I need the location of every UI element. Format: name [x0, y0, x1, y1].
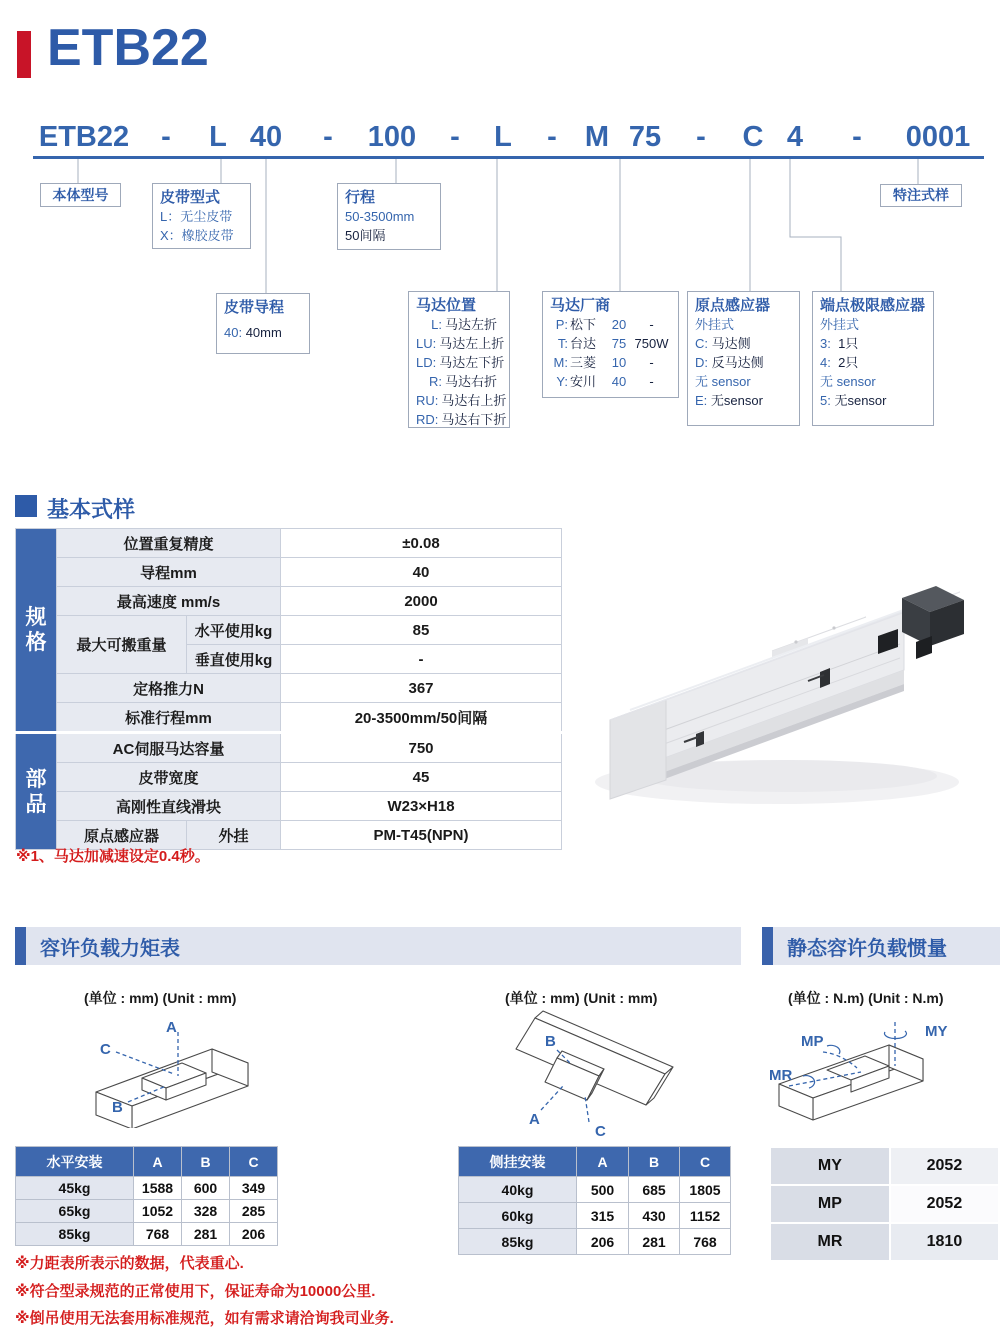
- callout-line: C: 马达侧: [695, 336, 751, 351]
- callout-line: X：橡胶皮带: [160, 228, 234, 243]
- section-square-icon: [15, 495, 37, 517]
- model-code-segment: 40: [249, 121, 283, 153]
- table-header-row: [16, 1147, 278, 1177]
- spec-value: 2000: [281, 587, 562, 616]
- callout-line: 40: 40mm: [224, 325, 282, 340]
- spec-label: AC伺服马达容量: [57, 733, 281, 763]
- product-render-image: [572, 548, 1000, 838]
- spec-sublabel: 水平使用kg: [187, 616, 281, 645]
- row-label: MY: [770, 1147, 890, 1185]
- spec-value: ±0.08: [281, 529, 562, 558]
- callout-line: 50间隔: [345, 228, 386, 243]
- callout-line: 外挂式: [695, 317, 735, 332]
- side-mount-table: [458, 1146, 731, 1255]
- spec-label: 皮带宽度: [57, 763, 281, 792]
- cell: 768: [680, 1229, 731, 1255]
- header-cell: A: [577, 1147, 629, 1177]
- footnote: ※力距表所表示的数据，代表重心.: [15, 1255, 244, 1272]
- table-row: [770, 1147, 999, 1185]
- spec-group-cell: 规格: [16, 529, 57, 733]
- diagram-label-b: B: [112, 1099, 123, 1116]
- inertia-section-title: 静态容许负载惯量: [787, 937, 947, 960]
- callout-line: RD: 马达右下折: [416, 412, 507, 427]
- spec-value: 750: [281, 733, 562, 763]
- inertia-section-banner: [762, 927, 1000, 965]
- cell: 206: [577, 1229, 629, 1255]
- callout-stroke: [337, 183, 441, 250]
- row-label: MR: [770, 1223, 890, 1261]
- callout-title: 原点感应器: [695, 297, 771, 314]
- table-row: [770, 1223, 999, 1261]
- callout-line: D: 反马达侧: [695, 355, 764, 370]
- row-label: 85kg: [16, 1223, 134, 1246]
- spec-label: 高刚性直线滑块: [57, 792, 281, 821]
- spec-label: 定格推力N: [57, 674, 281, 703]
- diagram-label-c: C: [595, 1123, 606, 1140]
- table-row: [16, 763, 562, 792]
- header-cell: B: [629, 1147, 680, 1177]
- spec-value: W23×H18: [281, 792, 562, 821]
- spec-sublabel: 垂直使用kg: [187, 645, 281, 674]
- spec-value: 40: [281, 558, 562, 587]
- model-code-dash: -: [161, 121, 171, 153]
- spec-value: PM-T45(NPN): [281, 821, 562, 850]
- spec-value: 20-3500mm/50间隔: [281, 703, 562, 733]
- callout-title: 马达位置: [416, 297, 477, 314]
- table-row: [459, 1177, 731, 1203]
- model-code-segment: 100: [367, 121, 417, 153]
- header-cell: B: [182, 1147, 230, 1177]
- cell: 768: [134, 1223, 182, 1246]
- banner-accent-bar: [15, 927, 26, 965]
- callout-line: R: 马达右折: [429, 374, 498, 389]
- spec-footnote: ※1、马达加减速设定0.4秒。: [16, 848, 210, 865]
- model-code-dash: -: [450, 121, 460, 153]
- table-row: [16, 1200, 278, 1223]
- callout-limit-sensor: [812, 291, 934, 426]
- spec-value: 367: [281, 674, 562, 703]
- banner-accent-bar: [762, 927, 773, 965]
- spec-sublabel: 外挂: [187, 821, 281, 850]
- cell: 500: [577, 1177, 629, 1203]
- diagram-label-a: A: [166, 1019, 177, 1036]
- model-code-segment: M: [584, 121, 610, 153]
- cell: 1052: [134, 1200, 182, 1223]
- inertia-axes-diagram: [765, 1010, 980, 1125]
- callout-belt-lead: [216, 293, 310, 354]
- horizontal-mount-diagram: [80, 1016, 290, 1128]
- spec-value: -: [281, 645, 562, 674]
- model-code-dash: -: [852, 121, 862, 153]
- diagram-label-c: C: [100, 1041, 111, 1058]
- cell: 2052: [890, 1185, 999, 1223]
- unit-label-inertia: (单位 : N.m) (Unit : N.m): [788, 990, 944, 1006]
- spec-value: 85: [281, 616, 562, 645]
- spec-label: 位置重复精度: [57, 529, 281, 558]
- diagram-label-mr: MR: [769, 1067, 793, 1084]
- row-label: 45kg: [16, 1177, 134, 1200]
- horizontal-mount-table: [15, 1146, 278, 1246]
- table-row: [16, 674, 562, 703]
- inertia-table: [769, 1146, 1000, 1262]
- callout-line: 3: 1只: [820, 336, 859, 351]
- model-code-segment: L: [494, 121, 512, 153]
- callout-title: 端点极限感应器: [820, 297, 926, 314]
- footnote: ※倒吊使用无法套用标准规范，如有需求请洽询我司业务.: [15, 1310, 394, 1327]
- callout-line: L：无尘皮带: [160, 209, 233, 224]
- callout-belt-type: [152, 183, 251, 249]
- red-accent-bar: [17, 31, 31, 78]
- callout-line: LU: 马达左上折: [416, 336, 505, 351]
- cell: 349: [230, 1177, 278, 1200]
- callout-title: 特注式样: [893, 187, 949, 203]
- callout-line: 50-3500mm: [345, 209, 415, 224]
- cell: 1152: [680, 1203, 731, 1229]
- callout-title: 皮带型式: [160, 189, 221, 206]
- table-header-row: [459, 1147, 731, 1177]
- page-title: ETB22: [47, 19, 209, 77]
- header-cell: A: [134, 1147, 182, 1177]
- moment-section-title: 容许负载力矩表: [40, 937, 180, 960]
- callout-line: 无 sensor: [820, 374, 876, 389]
- callout-title: 皮带导程: [224, 299, 285, 316]
- table-row: [16, 587, 562, 616]
- cell: 430: [629, 1203, 680, 1229]
- model-code-dash: -: [323, 121, 333, 153]
- callout-line: 4: 2只: [820, 355, 859, 370]
- spec-table: [15, 528, 562, 850]
- table-row: [459, 1203, 731, 1229]
- spec-label: 标准行程mm: [57, 703, 281, 733]
- model-code-segment: 0001: [905, 121, 971, 153]
- model-code-segment: L: [209, 121, 227, 153]
- callout-line: 5: 无sensor: [820, 393, 887, 408]
- moment-section-banner: [15, 927, 741, 965]
- header-cell: C: [230, 1147, 278, 1177]
- callout-origin-sensor: [687, 291, 800, 426]
- callout-line: 外挂式: [820, 317, 860, 332]
- diagram-label-b: B: [545, 1033, 556, 1050]
- callout-motor-vendor: [542, 291, 679, 398]
- callout-line: P: 松下 20 -: [555, 317, 654, 332]
- cell: 206: [230, 1223, 278, 1246]
- cell: 600: [182, 1177, 230, 1200]
- callout-motor-position: [408, 291, 510, 428]
- cell: 285: [230, 1200, 278, 1223]
- footnote: ※符合型录规范的正常使用下，保证寿命为10000公里.: [15, 1283, 376, 1300]
- model-code-segment: 4: [786, 121, 804, 153]
- spec-label: 原点感应器: [57, 821, 187, 850]
- table-row: [16, 1223, 278, 1246]
- cell: 1588: [134, 1177, 182, 1200]
- callout-line: LD: 马达左下折: [416, 355, 505, 370]
- model-code-dash: -: [696, 121, 706, 153]
- callout-line: E: 无sensor: [695, 393, 763, 408]
- row-label: MP: [770, 1185, 890, 1223]
- table-row: [16, 703, 562, 733]
- header-cell: 侧挂安装: [459, 1147, 577, 1177]
- model-code-segment: C: [742, 121, 764, 153]
- header-cell: 水平安装: [16, 1147, 134, 1177]
- callout-title: 马达厂商: [550, 297, 611, 314]
- cell: 281: [182, 1223, 230, 1246]
- row-label: 65kg: [16, 1200, 134, 1223]
- callout-special-spec: [880, 184, 962, 207]
- spec-value: 45: [281, 763, 562, 792]
- table-row: [16, 792, 562, 821]
- spec-label: 导程mm: [57, 558, 281, 587]
- cell: 281: [629, 1229, 680, 1255]
- model-code-segment: ETB22: [38, 121, 130, 153]
- model-code-dash: -: [547, 121, 557, 153]
- cell: 315: [577, 1203, 629, 1229]
- cell: 1810: [890, 1223, 999, 1261]
- table-row: [16, 529, 562, 558]
- spec-section-title: 基本式样: [47, 497, 136, 522]
- callout-line: M: 三菱 10 -: [553, 355, 654, 370]
- model-code-segment: 75: [628, 121, 662, 153]
- callout-line: RU: 马达右上折: [416, 393, 507, 408]
- cell: 2052: [890, 1147, 999, 1185]
- cell: 685: [629, 1177, 680, 1203]
- unit-label-side: (单位 : mm) (Unit : mm): [505, 990, 658, 1006]
- callout-line: T: 台达 75 750W: [557, 336, 669, 351]
- spec-label: 最大可搬重量: [57, 616, 187, 674]
- model-code-row: [0, 121, 1000, 157]
- table-row: [16, 616, 562, 645]
- diagram-label-my: MY: [925, 1023, 948, 1040]
- table-row: [770, 1185, 999, 1223]
- table-row: [16, 558, 562, 587]
- table-row: [16, 1177, 278, 1200]
- callout-line: Y: 安川 40 -: [556, 374, 654, 389]
- spec-label: 最高速度 mm/s: [57, 587, 281, 616]
- callout-line: L: 马达左折: [431, 317, 498, 332]
- table-row: [459, 1229, 731, 1255]
- callout-title: 行程: [345, 189, 376, 206]
- spec-group-cell: 部品: [16, 733, 57, 850]
- row-label: 85kg: [459, 1229, 577, 1255]
- row-label: 60kg: [459, 1203, 577, 1229]
- cell: 1805: [680, 1177, 731, 1203]
- unit-label-horizontal: (单位 : mm) (Unit : mm): [84, 990, 237, 1006]
- callout-body-model: [40, 183, 121, 207]
- table-row: [16, 733, 562, 763]
- diagram-label-a: A: [529, 1111, 540, 1128]
- cell: 328: [182, 1200, 230, 1223]
- callout-line: 无 sensor: [695, 374, 751, 389]
- header-cell: C: [680, 1147, 731, 1177]
- side-mount-diagram: [505, 1002, 695, 1147]
- diagram-label-mp: MP: [801, 1033, 824, 1050]
- row-label: 40kg: [459, 1177, 577, 1203]
- callout-title: 本体型号: [52, 186, 109, 203]
